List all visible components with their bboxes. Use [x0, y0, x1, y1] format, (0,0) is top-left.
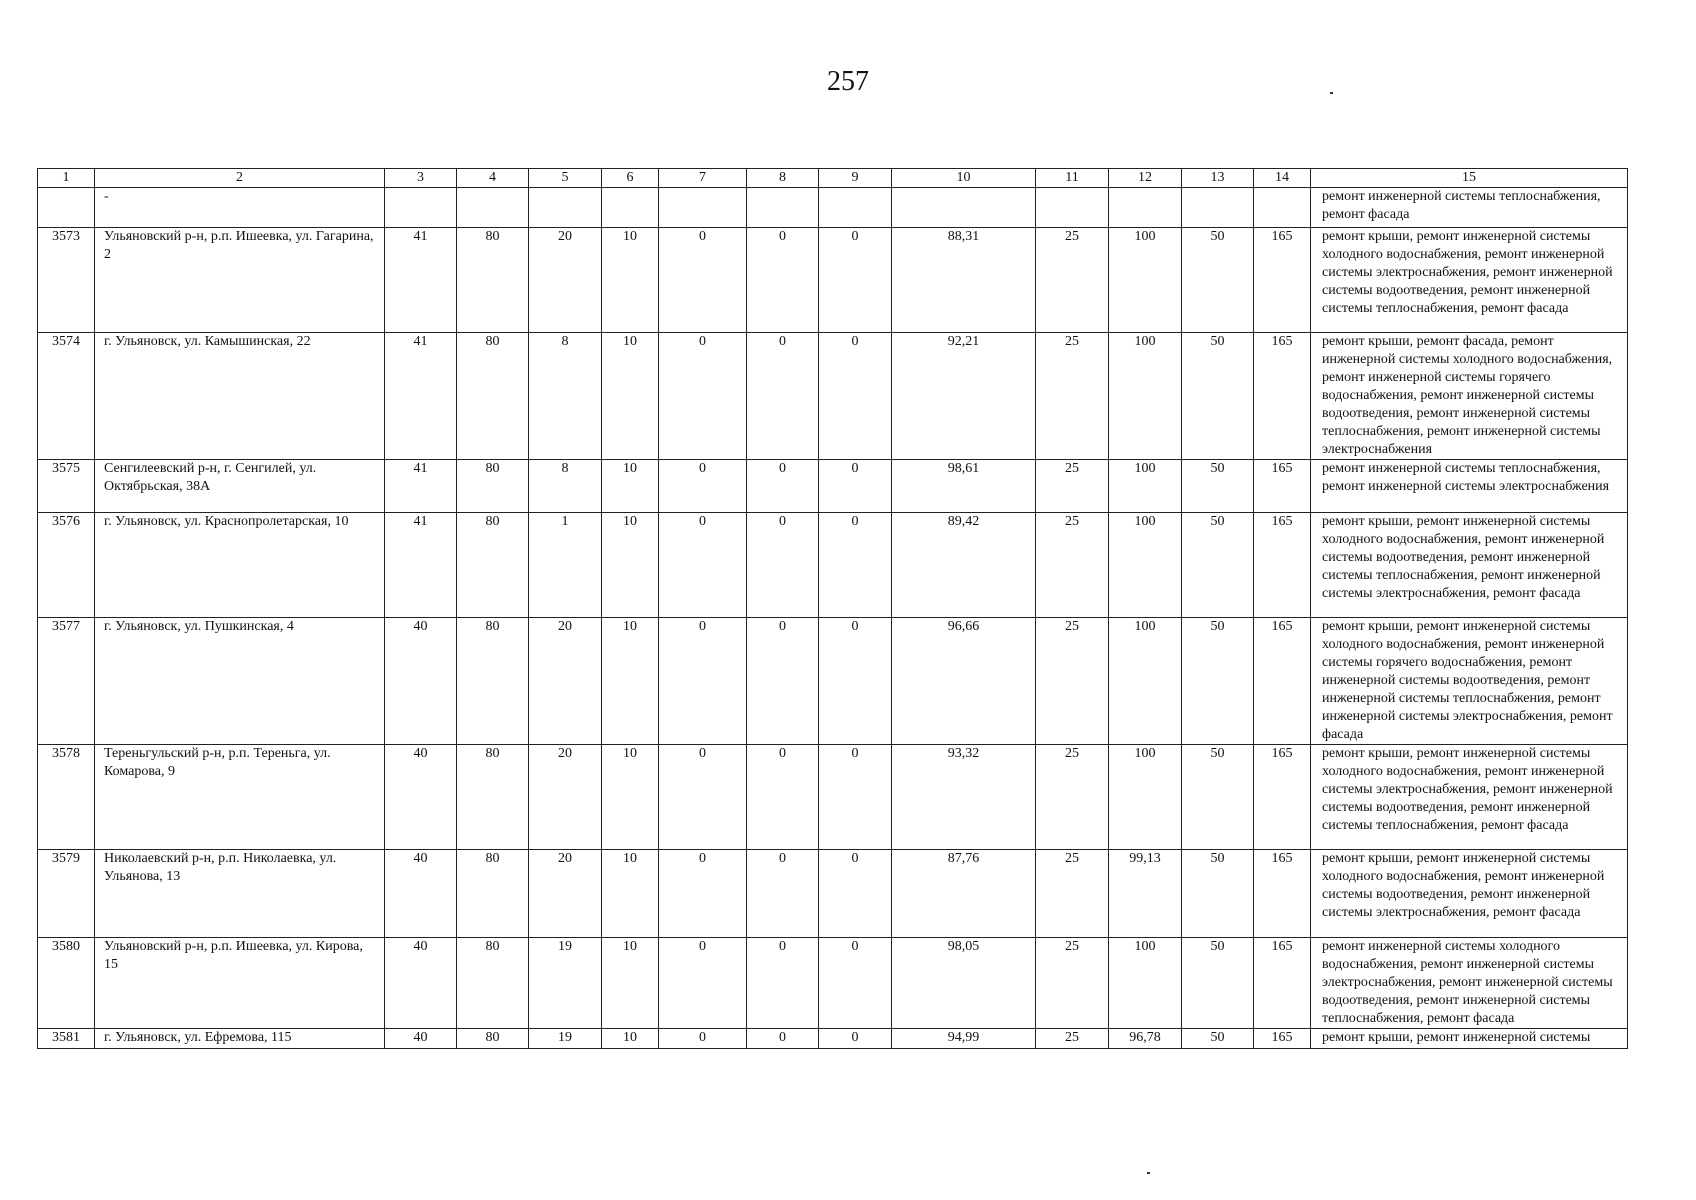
value-cell-8: 0	[747, 228, 819, 333]
value-cell-6	[602, 188, 659, 228]
value-cell-14: 165	[1254, 938, 1311, 1029]
value-cell-9: 0	[819, 938, 892, 1029]
value-cell-6: 10	[602, 745, 659, 850]
table-row	[38, 938, 1628, 1029]
value-cell-3: 41	[385, 333, 457, 460]
value-cell-8: 0	[747, 745, 819, 850]
column-number: 4	[457, 169, 529, 188]
scan-speck	[1330, 92, 1333, 94]
value-cell-8: 0	[747, 513, 819, 618]
value-cell-11	[1036, 188, 1109, 228]
value-cell-12: 100	[1109, 228, 1182, 333]
value-cell-6: 10	[602, 228, 659, 333]
works-cell: ремонт крыши, ремонт инженерной системы холодного водоснабжения, ремонт инженерной системы водоотведения, ремонт инженерной системы теплоснабжения, ремонт инженерной системы электроснабжения, ремонт фасада	[1311, 513, 1628, 618]
value-cell-5: 8	[529, 460, 602, 513]
works-cell: ремонт крыши, ремонт инженерной системы холодного водоснабжения, ремонт инженерной системы горячего водоснабжения, ремонт инженерной системы водоотведения, ремонт инженерной системы теплоснабжения, ремонт инженерной системы электроснабжения, ремонт фасада	[1311, 618, 1628, 745]
value-cell-3: 40	[385, 618, 457, 745]
column-number: 15	[1311, 169, 1628, 188]
value-cell-9: 0	[819, 460, 892, 513]
value-cell-10: 96,66	[892, 618, 1036, 745]
works-cell: ремонт крыши, ремонт фасада, ремонт инженерной системы холодного водоснабжения, ремонт инженерной системы горячего водоснабжения, ремонт инженерной системы водоотведения, ремонт инженерной системы теплоснабжения, ремонт инженерной системы электроснабжения	[1311, 333, 1628, 460]
address-cell: -	[95, 188, 385, 228]
column-number-row	[38, 169, 1628, 188]
address-cell: г. Ульяновск, ул. Ефремова, 115	[95, 1029, 385, 1049]
value-cell-3: 41	[385, 460, 457, 513]
value-cell-3: 41	[385, 513, 457, 618]
value-cell-3: 41	[385, 228, 457, 333]
value-cell-12: 100	[1109, 460, 1182, 513]
value-cell-13: 50	[1182, 333, 1254, 460]
value-cell-13: 50	[1182, 850, 1254, 938]
value-cell-3: 40	[385, 938, 457, 1029]
column-number: 10	[892, 169, 1036, 188]
value-cell-3	[385, 188, 457, 228]
value-cell-11: 25	[1036, 618, 1109, 745]
works-cell: ремонт крыши, ремонт инженерной системы холодного водоснабжения, ремонт инженерной системы электроснабжения, ремонт инженерной системы водоотведения, ремонт инженерной системы теплоснабжения, ремонт фасада	[1311, 228, 1628, 333]
value-cell-14: 165	[1254, 1029, 1311, 1049]
value-cell-6: 10	[602, 460, 659, 513]
address-cell: Николаевский р-н, р.п. Николаевка, ул. Ульянова, 13	[95, 850, 385, 938]
works-cell: ремонт крыши, ремонт инженерной системы холодного водоснабжения, ремонт инженерной системы водоотведения, ремонт инженерной системы электроснабжения, ремонт фасада	[1311, 850, 1628, 938]
value-cell-5: 20	[529, 618, 602, 745]
value-cell-5: 20	[529, 228, 602, 333]
value-cell-14: 165	[1254, 333, 1311, 460]
value-cell-4: 80	[457, 1029, 529, 1049]
table-row	[38, 188, 1628, 228]
value-cell-4: 80	[457, 333, 529, 460]
value-cell-7: 0	[659, 938, 747, 1029]
value-cell-12	[1109, 188, 1182, 228]
value-cell-9: 0	[819, 228, 892, 333]
works-cell: ремонт крыши, ремонт инженерной системы холодного водоснабжения, ремонт инженерной системы электроснабжения, ремонт инженерной системы водоотведения, ремонт инженерной системы теплоснабжения, ремонт фасада	[1311, 745, 1628, 850]
row-id-cell: 3574	[38, 333, 95, 460]
value-cell-11: 25	[1036, 938, 1109, 1029]
value-cell-6: 10	[602, 618, 659, 745]
address-cell: Ульяновский р-н, р.п. Ишеевка, ул. Гагарина, 2	[95, 228, 385, 333]
table-row	[38, 1029, 1628, 1049]
table-row	[38, 745, 1628, 850]
row-id-cell: 3578	[38, 745, 95, 850]
value-cell-13: 50	[1182, 228, 1254, 333]
value-cell-8: 0	[747, 618, 819, 745]
value-cell-14: 165	[1254, 460, 1311, 513]
value-cell-9: 0	[819, 513, 892, 618]
value-cell-8: 0	[747, 333, 819, 460]
value-cell-5: 1	[529, 513, 602, 618]
value-cell-7: 0	[659, 745, 747, 850]
value-cell-11: 25	[1036, 333, 1109, 460]
value-cell-4: 80	[457, 618, 529, 745]
column-number: 3	[385, 169, 457, 188]
value-cell-12: 100	[1109, 938, 1182, 1029]
value-cell-7: 0	[659, 1029, 747, 1049]
value-cell-9: 0	[819, 618, 892, 745]
row-id-cell: 3573	[38, 228, 95, 333]
works-cell: ремонт инженерной системы теплоснабжения, ремонт инженерной системы электроснабжения	[1311, 460, 1628, 513]
value-cell-7: 0	[659, 333, 747, 460]
column-number: 7	[659, 169, 747, 188]
row-id-cell: 3581	[38, 1029, 95, 1049]
value-cell-3: 40	[385, 1029, 457, 1049]
value-cell-10: 98,05	[892, 938, 1036, 1029]
value-cell-12: 100	[1109, 333, 1182, 460]
value-cell-11: 25	[1036, 1029, 1109, 1049]
value-cell-8: 0	[747, 460, 819, 513]
value-cell-11: 25	[1036, 745, 1109, 850]
column-number: 2	[95, 169, 385, 188]
value-cell-4: 80	[457, 745, 529, 850]
value-cell-8	[747, 188, 819, 228]
value-cell-10: 89,42	[892, 513, 1036, 618]
address-cell: Сенгилеевский р-н, г. Сенгилей, ул. Октябрьская, 38А	[95, 460, 385, 513]
row-id-cell: 3580	[38, 938, 95, 1029]
value-cell-12: 100	[1109, 513, 1182, 618]
value-cell-13: 50	[1182, 1029, 1254, 1049]
value-cell-12: 100	[1109, 618, 1182, 745]
value-cell-7: 0	[659, 460, 747, 513]
works-cell: ремонт крыши, ремонт инженерной системы	[1311, 1029, 1628, 1049]
value-cell-10: 88,31	[892, 228, 1036, 333]
column-number: 9	[819, 169, 892, 188]
value-cell-7	[659, 188, 747, 228]
value-cell-6: 10	[602, 850, 659, 938]
column-number: 12	[1109, 169, 1182, 188]
address-cell: г. Ульяновск, ул. Камышинская, 22	[95, 333, 385, 460]
row-id-cell: 3579	[38, 850, 95, 938]
value-cell-12: 100	[1109, 745, 1182, 850]
value-cell-7: 0	[659, 228, 747, 333]
value-cell-5: 20	[529, 850, 602, 938]
value-cell-4: 80	[457, 850, 529, 938]
value-cell-4: 80	[457, 460, 529, 513]
value-cell-13	[1182, 188, 1254, 228]
column-number: 11	[1036, 169, 1109, 188]
value-cell-3: 40	[385, 850, 457, 938]
row-id-cell: 3576	[38, 513, 95, 618]
value-cell-14: 165	[1254, 618, 1311, 745]
value-cell-10: 87,76	[892, 850, 1036, 938]
table-row	[38, 460, 1628, 513]
value-cell-4: 80	[457, 228, 529, 333]
value-cell-5: 20	[529, 745, 602, 850]
value-cell-4: 80	[457, 513, 529, 618]
value-cell-9: 0	[819, 745, 892, 850]
value-cell-5: 19	[529, 1029, 602, 1049]
page-number: 257	[827, 66, 869, 97]
value-cell-5: 19	[529, 938, 602, 1029]
value-cell-13: 50	[1182, 618, 1254, 745]
table-row	[38, 228, 1628, 333]
value-cell-11: 25	[1036, 460, 1109, 513]
value-cell-3: 40	[385, 745, 457, 850]
column-number: 5	[529, 169, 602, 188]
value-cell-9	[819, 188, 892, 228]
value-cell-13: 50	[1182, 938, 1254, 1029]
table-row	[38, 513, 1628, 618]
column-number: 6	[602, 169, 659, 188]
value-cell-6: 10	[602, 513, 659, 618]
address-cell: г. Ульяновск, ул. Краснопролетарская, 10	[95, 513, 385, 618]
value-cell-6: 10	[602, 1029, 659, 1049]
address-cell: г. Ульяновск, ул. Пушкинская, 4	[95, 618, 385, 745]
table-row	[38, 618, 1628, 745]
value-cell-13: 50	[1182, 513, 1254, 618]
value-cell-6: 10	[602, 333, 659, 460]
value-cell-8: 0	[747, 938, 819, 1029]
row-id-cell: 3575	[38, 460, 95, 513]
column-number: 13	[1182, 169, 1254, 188]
works-cell: ремонт инженерной системы теплоснабжения, ремонт фасада	[1311, 188, 1628, 228]
scan-speck	[1147, 1172, 1150, 1174]
value-cell-10	[892, 188, 1036, 228]
value-cell-9: 0	[819, 1029, 892, 1049]
value-cell-5: 8	[529, 333, 602, 460]
value-cell-8: 0	[747, 1029, 819, 1049]
table-row	[38, 850, 1628, 938]
column-number: 8	[747, 169, 819, 188]
value-cell-14: 165	[1254, 228, 1311, 333]
value-cell-13: 50	[1182, 745, 1254, 850]
value-cell-11: 25	[1036, 228, 1109, 333]
table-row	[38, 333, 1628, 460]
value-cell-13: 50	[1182, 460, 1254, 513]
value-cell-4	[457, 188, 529, 228]
value-cell-5	[529, 188, 602, 228]
value-cell-9: 0	[819, 333, 892, 460]
value-cell-11: 25	[1036, 513, 1109, 618]
value-cell-10: 93,32	[892, 745, 1036, 850]
repair-register-table	[37, 168, 1628, 1049]
value-cell-10: 94,99	[892, 1029, 1036, 1049]
value-cell-14	[1254, 188, 1311, 228]
value-cell-11: 25	[1036, 850, 1109, 938]
value-cell-9: 0	[819, 850, 892, 938]
value-cell-10: 92,21	[892, 333, 1036, 460]
value-cell-10: 98,61	[892, 460, 1036, 513]
value-cell-12: 96,78	[1109, 1029, 1182, 1049]
row-id-cell	[38, 188, 95, 228]
value-cell-7: 0	[659, 850, 747, 938]
value-cell-7: 0	[659, 618, 747, 745]
value-cell-8: 0	[747, 850, 819, 938]
value-cell-14: 165	[1254, 513, 1311, 618]
value-cell-6: 10	[602, 938, 659, 1029]
address-cell: Тереньгульский р-н, р.п. Тереньга, ул. Комарова, 9	[95, 745, 385, 850]
column-number: 14	[1254, 169, 1311, 188]
value-cell-14: 165	[1254, 850, 1311, 938]
value-cell-14: 165	[1254, 745, 1311, 850]
table-body	[38, 188, 1628, 1049]
column-number: 1	[38, 169, 95, 188]
value-cell-7: 0	[659, 513, 747, 618]
value-cell-4: 80	[457, 938, 529, 1029]
value-cell-12: 99,13	[1109, 850, 1182, 938]
works-cell: ремонт инженерной системы холодного водоснабжения, ремонт инженерной системы электроснабжения, ремонт инженерной системы водоотведения, ремонт инженерной системы теплоснабжения, ремонт фасада	[1311, 938, 1628, 1029]
row-id-cell: 3577	[38, 618, 95, 745]
address-cell: Ульяновский р-н, р.п. Ишеевка, ул. Кирова, 15	[95, 938, 385, 1029]
